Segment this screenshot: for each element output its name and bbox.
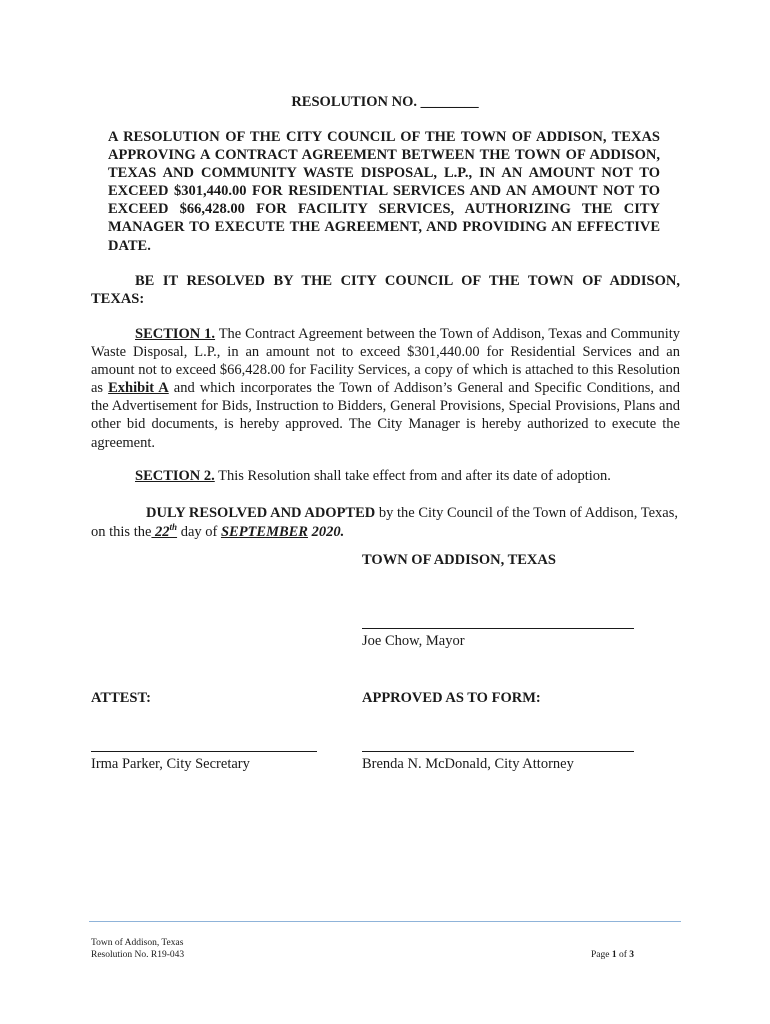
adoption-paragraph xyxy=(91,504,680,541)
footer-resolution-number: Resolution No. R19-043 xyxy=(91,950,185,960)
adoption-year: 2020. xyxy=(307,523,345,540)
adoption-day: 22th xyxy=(151,521,178,540)
attorney-name: Brenda N. McDonald, City Attorney xyxy=(362,756,574,772)
mayor-signature-line xyxy=(362,628,634,629)
section-1-paragraph xyxy=(91,325,680,452)
resolution-title: RESOLUTION NO. ________ xyxy=(291,94,479,110)
adoption-text: by the City Council of the Town of Addison, Texas, on this the xyxy=(91,505,678,540)
exhibit-a-reference: Exhibit A xyxy=(108,380,169,397)
attorney-signature-line xyxy=(362,751,634,752)
page-number: Page 1 of 3 xyxy=(590,950,634,960)
resolved-clause: BE IT RESOLVED BY THE CITY COUNCIL OF THE TOWN OF ADDISON, TEXAS: xyxy=(91,273,680,307)
adoption-day-of: day of xyxy=(177,523,221,540)
footer-left xyxy=(91,937,184,961)
section-2-heading: SECTION 2. xyxy=(135,468,215,484)
section-1-heading: SECTION 1. xyxy=(135,326,216,342)
footer-divider xyxy=(89,921,681,922)
footer-town: Town of Addison, Texas xyxy=(91,938,184,948)
mayor-name: Joe Chow, Mayor xyxy=(362,633,465,649)
section-1-text-a: The Contract Agreement between the Town of Addison, Texas and Community Waste Disposal, L.P., in an amount not to exceed $301,440.00 for Residential Services and an amount not to exceed $66,428.00 for Facility Services, a copy of which is attached to this Resolution as xyxy=(91,326,681,397)
secretary-signature-line xyxy=(91,751,317,752)
entity-name: TOWN OF ADDISON, TEXAS xyxy=(362,552,556,568)
adoption-month: SEPTEMBER xyxy=(220,523,308,540)
adoption-lead: DULY RESOLVED AND ADOPTED xyxy=(146,505,376,521)
approved-label: APPROVED AS TO FORM: xyxy=(362,690,541,706)
section-2-text: This Resolution shall take effect from and after its date of adoption. xyxy=(214,468,611,484)
secretary-name: Irma Parker, City Secretary xyxy=(91,756,250,772)
section-1-text-b: and which incorporates the Town of Addison’s General and Specific Conditions, and the Advertisement for Bids, Instruction to Bidders, General Provisions, Special Provisions, Plans and other bid documents, is hereby approved. The City Manager is hereby authorized to execute the agreement. xyxy=(91,380,680,451)
attest-label: ATTEST: xyxy=(91,690,151,706)
resolution-caption: A RESOLUTION OF THE CITY COUNCIL OF THE TOWN OF ADDISON, TEXAS APPROVING A CONTRACT AGREEMENT BETWEEN THE TOWN OF ADDISON, TEXAS AND COMMUNITY WASTE DISPOSAL, L.P., IN AN AMOUNT NOT TO EXCEED $301,440.00 FOR RESIDENTIAL SERVICES AND AN AMOUNT NOT TO EXCEED $66,428.00 FOR FACILITY SERVICES, AUTHORIZING THE CITY MANAGER TO EXECUTE THE AGREEMENT, AND PROVIDING AN EFFECTIVE DATE. xyxy=(108,129,660,254)
section-2-paragraph xyxy=(135,468,695,485)
